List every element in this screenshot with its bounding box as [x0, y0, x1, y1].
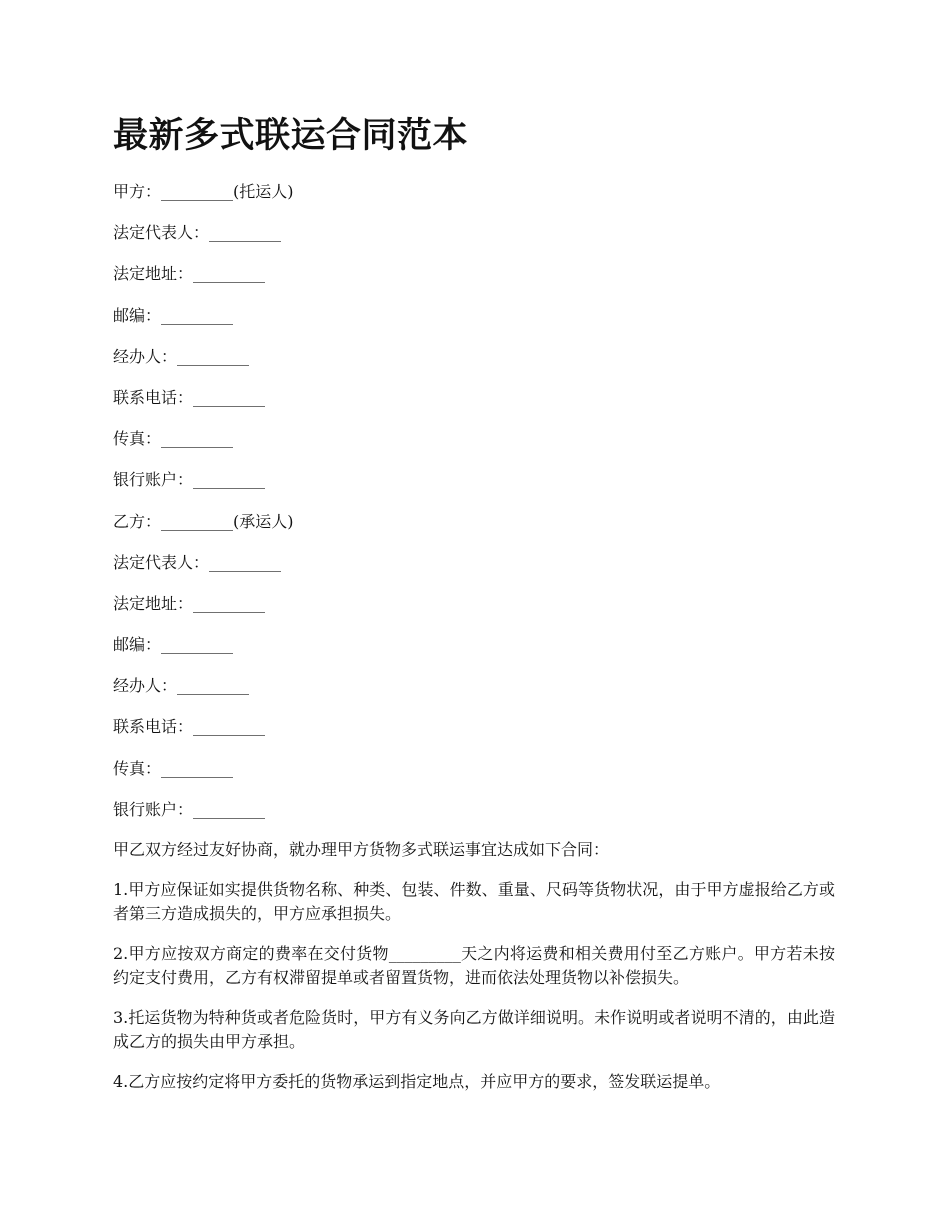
party-info-list	[113, 178, 294, 837]
party-b-fax-field: 传真：_________	[113, 758, 234, 778]
party-a-fax-field: 传真：_________	[113, 429, 234, 449]
clause-2: 2.甲方应按双方商定的费率在交付货物_________天之内将运费和相关费用付至乙方账户。甲方若未按约定支付费用，乙方有权滞留提单或者留置货物，进而依法处理货物以补偿损失。	[113, 944, 835, 987]
party-b-agent-field: 经办人：_________	[113, 676, 250, 696]
party-b-bank-field: 银行账户：_________	[113, 799, 266, 819]
party-a-agent-field: 经办人：_________	[113, 346, 250, 366]
party-b-address-field: 法定地址：_________	[113, 593, 266, 613]
intro-paragraph: 甲乙双方经过友好协商，就办理甲方货物多式联运事宜达成如下合同：	[113, 840, 610, 859]
party-b-phone-field: 联系电话：_________	[113, 717, 266, 737]
party-a-postcode-field: 邮编：_________	[113, 305, 234, 325]
clause-4: 4.乙方应按约定将甲方委托的货物承运到指定地点，并应甲方的要求，签发联运提单。	[113, 1072, 721, 1091]
clause-1: 1.甲方应保证如实提供货物名称、种类、包装、件数、重量、尺码等货物状况，由于甲方虚报给乙方或者第三方造成损失的，甲方应承担损失。	[113, 880, 835, 923]
party-b-field: 乙方：_________(承运人)	[113, 511, 294, 531]
party-b-legal-rep-field: 法定代表人：_________	[113, 552, 282, 572]
party-a-field: 甲方：_________(托运人)	[113, 182, 294, 201]
party-a-phone-field: 联系电话：_________	[113, 387, 266, 407]
party-a-legal-rep-field: 法定代表人：_________	[113, 223, 282, 243]
party-b-postcode-field: 邮编：_________	[113, 635, 234, 655]
party-a-address-field: 法定地址：_________	[113, 264, 266, 284]
document-title: 最新多式联运合同范本	[113, 116, 469, 156]
clause-3: 3.托运货物为特种货或者危险货时，甲方有义务向乙方做详细说明。未作说明或者说明不清的，由此造成乙方的损失由甲方承担。	[113, 1008, 835, 1051]
party-a-bank-field: 银行账户：_________	[113, 470, 266, 490]
contract-body	[113, 838, 835, 1110]
